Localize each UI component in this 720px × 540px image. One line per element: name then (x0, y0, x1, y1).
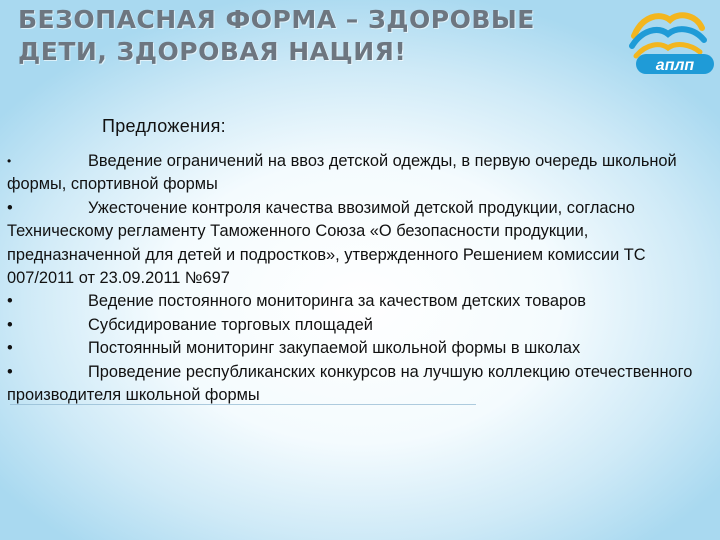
proposal-text: Ведение постоянного мониторинга за качеством детских товаров (88, 292, 586, 311)
proposal-text: Введение ограничений на ввоз детской одежды, в первую очередь школьной формы, спортивной формы (7, 152, 677, 194)
bullet-icon: • (7, 198, 13, 217)
proposal-text: Ужесточение контроля качества ввозимой детской продукции, согласно Техническому регламенту Таможенного Союза «О безопасности продукции, предназначенной для детей и подростков», утвержденного Решением комиссии ТС 007/2011 от 23.09.2011 №697 (7, 198, 646, 288)
proposal-item-6 (7, 361, 715, 408)
proposal-item-5 (7, 337, 715, 360)
proposal-item-3 (7, 290, 715, 313)
logo-text: аплп (655, 57, 695, 74)
bullet-icon: • (7, 339, 13, 358)
bullet-icon: • (7, 292, 13, 311)
section-heading: Предложения: (102, 116, 226, 136)
slide-title-line-1: БЕЗОПАСНАЯ ФОРМА – ЗДОРОВЫЕ (18, 5, 535, 34)
proposals-list (7, 150, 715, 407)
proposal-item-2 (7, 197, 715, 291)
proposal-text: Субсидирование торговых площадей (88, 315, 373, 334)
bullet-icon: • (7, 315, 13, 334)
bullet-icon: • (7, 154, 12, 168)
text-underline-divider (10, 404, 476, 405)
proposal-item-4 (7, 314, 715, 337)
slide-title (18, 4, 598, 68)
proposal-text: Проведение республиканских конкурсов на лучшую коллекцию отечественного производителя школьной формы (7, 362, 693, 405)
logo-wordmark (634, 52, 716, 76)
proposal-text: Постоянный мониторинг закупаемой школьной формы в школах (88, 339, 581, 358)
slide-title-line-2: ДЕТИ, ЗДОРОВАЯ НАЦИЯ! (18, 37, 407, 66)
proposal-item-1 (7, 150, 715, 197)
bullet-icon: • (7, 362, 13, 381)
